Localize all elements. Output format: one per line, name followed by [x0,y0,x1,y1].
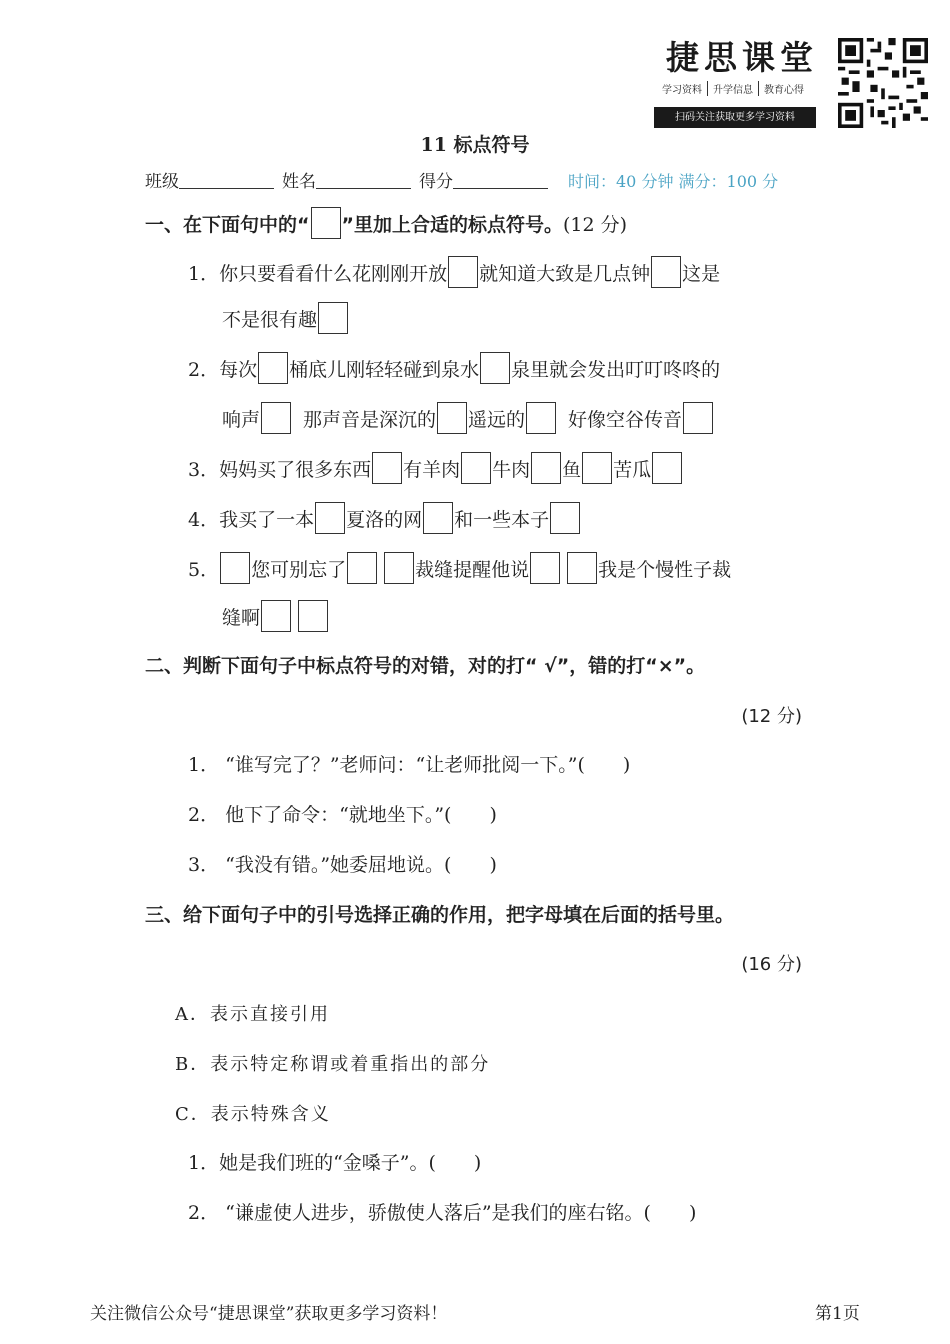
brand-tag: 学习资料 [657,81,708,96]
judge-item [188,850,497,877]
answer-box[interactable] [461,452,491,484]
answer-box[interactable] [550,502,580,534]
question-5-line-2 [222,600,329,632]
answer-box[interactable] [531,452,561,484]
answer-box[interactable] [220,552,250,584]
question-number: 2． [188,358,220,381]
page-title: 11 标点符号 [420,134,530,156]
question-text: 和一些本子 [454,508,550,531]
student-info-row [145,167,778,192]
qr-code-icon[interactable] [838,38,928,128]
question-5-line-1 [188,552,731,584]
section-3-heading: 三、给下面句子中的引号选择正确的作用，把字母填在后面的括号里。 [145,904,735,926]
answer-box[interactable] [258,352,288,384]
question-number: 3． [188,458,220,481]
question-text: 缝啊 [222,606,261,629]
question-text: 妈妈买了很多东西 [219,458,372,481]
page-number: 第1页 [815,1304,860,1324]
question-text: 牛肉 [492,458,531,481]
judge-item [188,750,630,777]
section-points: (12 分) [741,706,802,727]
question-text: 响声 [222,408,261,431]
question-text: 好像空谷传音 [568,408,683,431]
class-field[interactable] [179,188,274,189]
answer-box[interactable] [437,402,467,434]
question-number: 4． [188,508,220,531]
brand-bar: 扫码关注获取更多学习资料 [654,107,816,128]
quote-item [188,1198,696,1225]
answer-box[interactable] [372,452,402,484]
section-heading-text: ”里加上合适的标点符号。 [341,213,563,236]
judge-item-text: 2． 他下了命令：“就地坐下。”( ) [188,804,497,826]
question-2-line-2 [222,402,714,434]
question-text: 我是个慢性子裁 [598,558,732,581]
answer-box[interactable] [298,600,328,632]
question-text: 鱼 [562,458,582,481]
question-text: 裁缝提醒他说 [415,558,530,581]
score-label: 得分 [419,172,453,192]
question-text: 苦瓜 [613,458,652,481]
answer-box[interactable] [261,402,291,434]
brand-tags [657,81,809,96]
option-c: C．表示特殊含义 [175,1104,331,1125]
answer-box[interactable] [423,502,453,534]
question-1-line-2 [222,302,349,334]
question-text: 不是很有趣 [222,308,318,331]
brand-tag: 教育心得 [764,85,804,96]
question-text: 泉里就会发出叮叮咚咚的 [511,358,721,381]
question-text: 就知道大致是几点钟 [479,262,651,285]
section-1-heading [145,207,627,239]
footer-text: 关注微信公众号“捷思课堂”获取更多学习资料！ [90,1304,448,1324]
answer-box[interactable] [480,352,510,384]
class-label: 班级 [145,172,179,192]
question-2-line-1 [188,352,720,384]
question-4 [188,502,581,534]
answer-box[interactable] [318,302,348,334]
question-text: 那声音是深沉的 [303,408,437,431]
judge-item-text: 1． “谁写完了？”老师问：“让老师批阅一下。”( ) [188,754,631,776]
question-text: 桶底儿刚轻轻碰到泉水 [289,358,480,381]
section-heading-text: 一、在下面句中的“ [145,213,310,236]
brand-tag: 升学信息 [708,81,759,96]
answer-box[interactable] [567,552,597,584]
answer-box[interactable] [448,256,478,288]
answer-box[interactable] [652,452,682,484]
question-1-line-1 [188,256,720,288]
question-text: 有羊肉 [403,458,461,481]
answer-box[interactable] [384,552,414,584]
quote-item-text: 2． “谦虚使人进步，骄傲使人落后”是我们的座右铭。( ) [188,1202,697,1224]
answer-box[interactable] [683,402,713,434]
answer-box[interactable] [261,600,291,632]
question-number: 5． [188,558,220,581]
question-text: 您可别忘了 [251,558,347,581]
brand-logo-text: 捷思课堂 [666,38,818,77]
question-text: 夏洛的网 [346,508,423,531]
question-number: 1． [188,262,220,285]
answer-box[interactable] [582,452,612,484]
question-3 [188,452,683,484]
answer-box[interactable] [315,502,345,534]
answer-box[interactable] [651,256,681,288]
question-text: 遥远的 [468,408,526,431]
name-field[interactable] [316,188,411,189]
question-text: 这是 [682,262,721,285]
section-2-heading: 二、判断下面句子中标点符号的对错，对的打“ √”，错的打“×”。 [145,655,706,677]
name-label: 姓名 [282,172,316,192]
time-info: 时间：40 分钟 满分：100 分 [568,172,779,191]
section-points: (12 分) [563,213,628,236]
quote-item [188,1148,481,1175]
question-text: 每次 [219,358,258,381]
question-text: 你只要看看什么花刚刚开放 [219,262,448,285]
answer-box[interactable] [526,402,556,434]
section-points: (16 分) [741,954,802,975]
option-a: A．表示直接引用 [175,1004,330,1025]
question-text: 我买了一本 [219,508,315,531]
example-box [311,207,341,239]
answer-box[interactable] [347,552,377,584]
quote-item-text: 1．她是我们班的“金嗓子”。( ) [188,1152,482,1174]
answer-box[interactable] [530,552,560,584]
score-field[interactable] [453,188,548,189]
option-b: B．表示特定称谓或着重指出的部分 [175,1054,491,1075]
judge-item [188,800,497,827]
judge-item-text: 3． “我没有错。”她委屈地说。( ) [188,854,497,876]
